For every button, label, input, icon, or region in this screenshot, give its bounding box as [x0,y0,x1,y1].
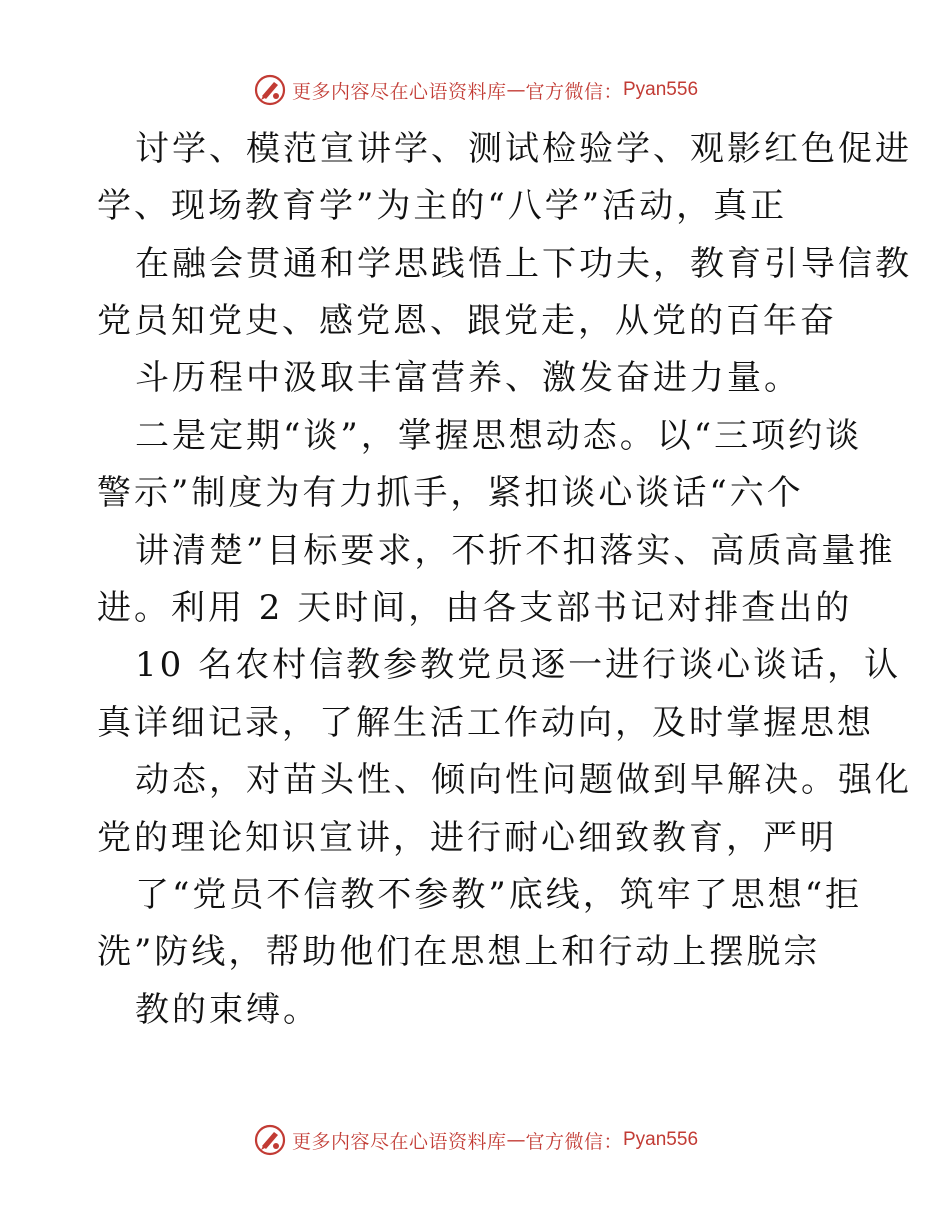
footer-watermark [0,1120,950,1160]
body-line: 真详细记录，了解生活工作动向，及时掌握思想 [97,703,874,743]
watermark-official-label: 官方微信： [525,80,623,103]
body-line: 讲清楚”目标要求，不折不扣落实、高质高量推 [135,531,896,571]
watermark-wechat-id: Pyan556 [623,1129,699,1150]
body-line: 二是定期“谈”，掌握思想动态。以“三项约谈 [135,416,863,456]
body-line: 了“党员不信教不参教”底线，筑牢了思想“拒 [135,875,863,915]
body-line: 学、现场教育学”为主的“八学”活动，真正 [97,186,788,226]
body-line: 讨学、模范宣讲学、测试检验学、观影红色促进 [135,129,912,169]
body-line: 斗历程中汲取丰富营养、激发奋进力量。 [135,358,801,398]
body-line: 动态，对苗头性、倾向性问题做到早解决。强化 [135,760,912,800]
body-line: 教的束缚。 [135,990,320,1030]
pen-logo-icon [252,1122,288,1158]
body-line: 党员知党史、感党恩、跟党走，从党的百年奋 [97,301,837,341]
body-line: 10 名农村信教参教党员逐一进行谈心谈话，认 [135,645,902,685]
body-line: 警示”制度为有力抓手，紧扣谈心谈话“六个 [97,473,804,513]
pen-logo-icon [252,72,288,108]
watermark-official-label: 官方微信： [525,1130,623,1153]
header-watermark [0,70,950,110]
body-line: 在融会贯通和学思践悟上下功夫，教育引导信教 [135,244,912,284]
watermark-wechat-id: Pyan556 [623,79,699,100]
watermark-main-text: 更多内容尽在心语资料库 [291,1130,507,1153]
watermark-main-text: 更多内容尽在心语资料库 [291,80,507,103]
body-line: 洗”防线，帮助他们在思想上和行动上摆脱宗 [97,932,821,972]
watermark-separator: — [506,79,526,101]
watermark-separator: — [506,1129,526,1151]
body-line: 进。利用 2 天时间，由各支部书记对排查出的 [97,588,853,628]
body-line: 党的理论知识宣讲，进行耐心细致教育，严明 [97,818,837,858]
